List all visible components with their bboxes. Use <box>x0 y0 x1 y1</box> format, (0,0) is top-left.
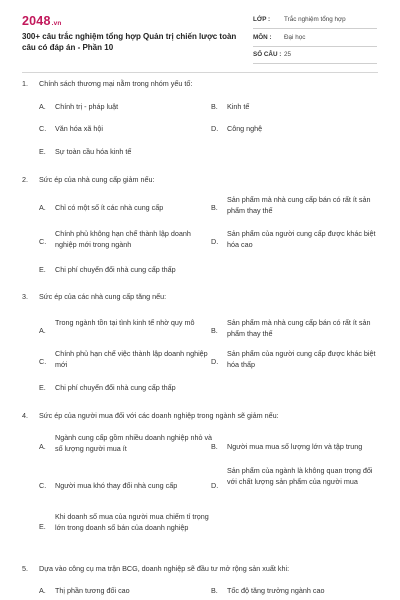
logo-suffix: .vn <box>51 20 62 27</box>
question-number: 3. <box>22 292 28 301</box>
page-header <box>0 0 400 74</box>
option-letter: A. <box>39 326 46 335</box>
option-text: Chính phủ hạn chế việc thành lập doanh nghiệp mới <box>55 349 208 369</box>
option-text: Văn hóa xã hội <box>55 124 103 133</box>
option-letter: D. <box>211 481 219 490</box>
option-text: Trong ngành tồn tại tình kinh tế nhờ quy mô <box>55 318 195 327</box>
option-letter: D. <box>211 357 219 366</box>
question-text: Sức ép của các nhà cung cấp tăng nếu: <box>39 292 167 301</box>
option-letter: B. <box>211 102 218 111</box>
meta-label: LỚP : <box>253 16 271 23</box>
meta-row-class <box>253 12 377 29</box>
question-text: Chính sách thương mại nằm trong nhóm yếu tố: <box>39 79 193 88</box>
site-logo[interactable] <box>22 14 62 28</box>
option-text: Sản phẩm mà nhà cung cấp bán có rất ít sản phẩm thay thế <box>227 318 371 338</box>
option-text: Chính phủ không hạn chế thành lập doanh nghiệp mới trong ngành <box>55 229 191 249</box>
option-text: Khi doanh số mua của người mua chiếm tỉ trọng lớn trong doanh số bán của doanh nghiệp <box>55 512 209 532</box>
option-text: Kinh tế <box>227 102 250 111</box>
question-text: Dựa vào công cụ ma trận BCG, doanh nghiệp sẽ đầu tư mở rộng sản xuất khi: <box>39 564 290 573</box>
option-letter: A. <box>39 442 46 451</box>
option-text: Sản phẩm của người cung cấp được khác biệt hóa thấp <box>227 349 376 369</box>
option-letter: E. <box>39 383 46 392</box>
option-letter: C. <box>39 237 47 246</box>
option-letter: A. <box>39 586 46 595</box>
option-text: Người mua khó thay đổi nhà cung cấp <box>55 481 178 490</box>
meta-row-subject <box>253 30 377 47</box>
page-title: 300+ câu trắc nghiệm tổng hợp Quản trị chiến lược toàn câu có đáp án - Phần 10 <box>22 32 237 52</box>
option-text: Sản phẩm mà nhà cung cấp bán có rất ít sản phẩm thay thế <box>227 195 371 215</box>
option-text: Chỉ có một số ít các nhà cung cấp <box>55 203 164 212</box>
option-text: Chi phí chuyển đổi nhà cung cấp thấp <box>55 265 176 274</box>
meta-value: 25 <box>284 51 292 58</box>
option-letter: B. <box>211 326 218 335</box>
meta-label: SỐ CÂU : <box>253 51 282 58</box>
question-number: 5. <box>22 564 28 573</box>
option-letter: A. <box>39 203 46 212</box>
option-letter: D. <box>211 124 219 133</box>
logo-text: 2048 <box>22 14 51 28</box>
question-text: Sức ép của người mua đối với các doanh nghiệp trong ngành sẽ giảm nếu: <box>39 411 279 420</box>
option-letter: C. <box>39 481 47 490</box>
question-number: 1. <box>22 79 28 88</box>
option-letter: C. <box>39 124 47 133</box>
option-text: Sản phẩm của ngành là không quan trọng đối với chất lượng sản phẩm của người mua <box>227 466 373 486</box>
question-number: 4. <box>22 411 28 420</box>
option-text: Sự toàn cầu hóa kinh tế <box>55 147 132 156</box>
option-letter: E. <box>39 147 46 156</box>
meta-value: Đại học <box>284 34 306 41</box>
option-letter: D. <box>211 237 219 246</box>
meta-label: MÔN : <box>253 34 272 41</box>
option-letter: B. <box>211 442 218 451</box>
option-letter: A. <box>39 102 46 111</box>
option-text: Công nghệ <box>227 124 263 133</box>
option-letter: E. <box>39 265 46 274</box>
option-text: Ngành cung cấp gồm nhiều doanh nghiệp nhỏ và số lượng người mua ít <box>55 433 213 453</box>
header-divider <box>22 72 378 73</box>
option-text: Tốc độ tăng trưởng ngành cao <box>227 586 325 595</box>
option-text: Sản phẩm của người cung cấp được khác biệt hóa cao <box>227 229 376 249</box>
question-text: Sức ép của nhà cung cấp giảm nếu: <box>39 175 155 184</box>
option-text: Người mua mua số lượng lớn và tập trung <box>227 442 363 451</box>
option-letter: E. <box>39 522 46 531</box>
meta-value: Trắc nghiệm tổng hợp <box>284 16 346 23</box>
option-text: Chi phí chuyển đổi nhà cung cấp thấp <box>55 383 176 392</box>
option-text: Thị phần tương đối cao <box>55 586 130 595</box>
option-text: Chính trị - pháp luật <box>55 102 119 111</box>
option-letter: B. <box>211 586 218 595</box>
question-number: 2. <box>22 175 28 184</box>
meta-row-count <box>253 47 377 64</box>
option-letter: C. <box>39 357 47 366</box>
option-letter: B. <box>211 203 218 212</box>
